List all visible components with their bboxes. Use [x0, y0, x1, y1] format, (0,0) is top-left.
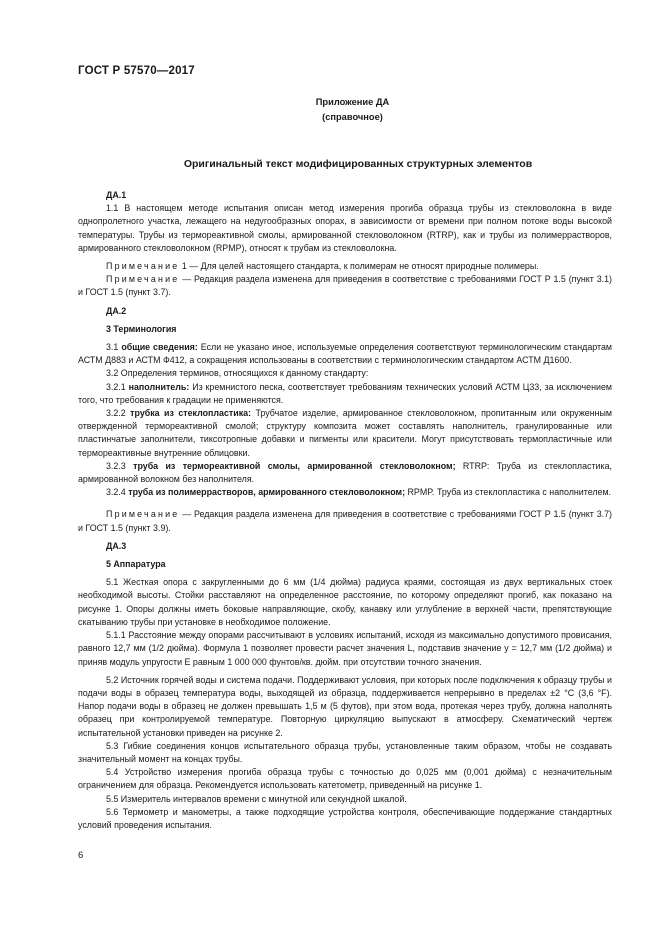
term-definition: Если не указано иное, используемые определения соответствуют терминологическим стандартам АСТМ Д883 и АСТМ Ф412, а сокращения использованы в соответствии с терминологическим стандартом АСТМ Д1600. [78, 342, 612, 366]
paragraph-5-5: 5.5 Измеритель интервалов времени с минутной или секундной шкалой. [106, 793, 407, 804]
note-2 [78, 273, 612, 299]
paragraph-3-2-2 [78, 407, 612, 460]
section-da2-heading: ДА.2 [106, 305, 127, 316]
paragraph-5-2: 5.2 Источник горячей воды и система подачи. Поддерживают условия, при которых после подключения к образцу трубы и подачи воды в образец температура воды, выходящей из образца, поддерживается непрерывно в пределах ±2 °С (3,6 °F). Напор подачи воды в образец не должен превышать 1,5 м (5 футов), при этом вода, протекая через трубу, должна наполнять образец при контролируемой температуре. Повторную циркуляцию выпускают в атмосферу. Схематический чертеж испытательной установки приведен на рисунке 2. [78, 674, 612, 738]
term-name: трубка из стеклопластика: [130, 408, 252, 419]
appendix-subtitle: (справочное) [322, 112, 383, 122]
section-da1-heading: ДА.1 [106, 190, 127, 200]
clause-number: 3.1 [106, 342, 122, 353]
term-name: наполнитель: [128, 381, 190, 392]
paragraph-3-1 [78, 341, 612, 367]
appendix-title: Приложение ДА [315, 97, 390, 107]
term-definition: Трубчатое изделие, армированное стекловолокном, пропитанным или окруженным отвержденной термореактивной смолой; структуру композита может составлять наполнитель, гранулированные или пластинчатые заполнители, тиксотропные добавки и пигменты или красители. Могут присутствовать термопластичные или термореактивные внутренние облицовки. [78, 408, 612, 458]
term-definition: RTRP: Труба из стеклопластика, армированной волокном без наполнителя. [78, 460, 612, 485]
document-body [78, 189, 612, 832]
note-1 [78, 260, 612, 273]
paragraph-3-2-4 [78, 486, 612, 499]
term-name: общие сведения: [121, 342, 198, 353]
clause-number: 3.2.2 [106, 408, 131, 419]
paragraph-1-1: 1.1 В настоящем методе испытания описан метод измерения прогиба образца трубы из стекловолокна в виде однопролетного участка, лежащего на недугообразных опорах, в зависимости от времени при полном потоке воды высокой температуры. Трубы из термореактивной смолы, армированной стекловолокном (RTRP), как и трубы из полимеррастворов, армированного стекловолокном (RPMP), относят к трубам из стекловолокна. [78, 203, 612, 253]
paragraph-5-4: 5.4 Устройство измерения прогиба образца трубы с точностью до 0,025 мм (0,001 дюйма) с незначительным ограничением для образца. Рекомендуется использовать катетометр, приведенный на рисунке 1. [78, 767, 612, 791]
clause-number: 3.2.4 [106, 487, 129, 498]
section-5-heading: 5 Аппаратура [106, 559, 166, 570]
paragraph-3-2-1 [78, 381, 612, 407]
term-name: труба из полимеррастворов, армированного стекловолокном; [128, 487, 406, 498]
clause-number: 3.2.1 [106, 381, 129, 392]
clause-number: 3.2.3 [106, 460, 134, 471]
note-label: Примечание [106, 274, 180, 285]
note-text: — Редакция раздела изменена для приведения в соответствие с требованиями ГОСТ Р 1.5 (пункт 3.1) и ГОСТ 1.5 (пункт 3.7). [78, 274, 612, 298]
appendix-heading [0, 95, 661, 125]
note-text: — Редакция раздела изменена для приведения в соответствие с требованиями ГОСТ Р 1.5 (пункт 3.7) и ГОСТ 1.5 (пункт 3.9). [78, 509, 612, 533]
document-id-header: ГОСТ Р 57570—2017 [78, 65, 195, 77]
section-da3-heading: ДА.3 [106, 540, 127, 551]
paragraph-5-6: 5.6 Термометр и манометры, а также подходящие устройства контроля, обеспечивающие поддержание стандартных условий проведения испытания. [78, 806, 612, 830]
term-name: труба из термореактивной смолы, армированной стекловолокном; [133, 460, 456, 471]
term-definition: Из кремнистого песка, соответствует требованиям технических условий АСТМ Ц33, за исключением того, что требования к градации не применяются. [78, 381, 612, 405]
paragraph-5-1-1: 5.1.1 Расстояние между опорами рассчитывают в условиях испытаний, исходя из максимально допустимого провисания, равного 12,7 мм (1/2 дюйма). Формула 1 позволяет провести расчет значения L, подставив значение y = 12,7 мм (1/2 дюйма) и приняв модуль упругости E равным 1 000 000 фунтов/кв. дюйм. при отсутствии точного значения. [78, 630, 612, 667]
paragraph-3-2: 3.2 Определения терминов, относящихся к данному стандарту: [106, 368, 369, 379]
section-3-heading: 3 Терминология [106, 323, 177, 334]
note-label: Примечание [106, 509, 180, 520]
paragraph-5-3: 5.3 Гибкие соединения концов испытательного образца трубы, установленные таким образом, чтобы не создавать значительный момент на концах трубы. [78, 740, 612, 764]
page-number: 6 [78, 850, 84, 861]
paragraph-3-2-3 [78, 460, 612, 486]
note-label: Примечание [106, 261, 180, 272]
note-3 [78, 508, 612, 534]
main-title: Оригинальный текст модифицированных структурных элементов [183, 158, 533, 170]
paragraph-5-1: 5.1 Жесткая опора с закругленными до 6 мм (1/4 дюйма) радиуса краями, состоящая из двух вертикальных стоек необходимой высоты. Стойки расставляют на определенное расстояние, по которому определяют прогиб, как показано на рисунке 1. Опоры должны иметь боковые направляющие, скобу, канавку или углубление в верхней части, препятствующие скатыванию трубы при установке в необходимое положение. [78, 577, 612, 627]
term-definition: RPMP. Труба из стеклопластика с наполнителем. [405, 487, 612, 498]
note-text: 1 — Для целей настоящего стандарта, к полимерам не относят природные полимеры. [179, 261, 539, 272]
